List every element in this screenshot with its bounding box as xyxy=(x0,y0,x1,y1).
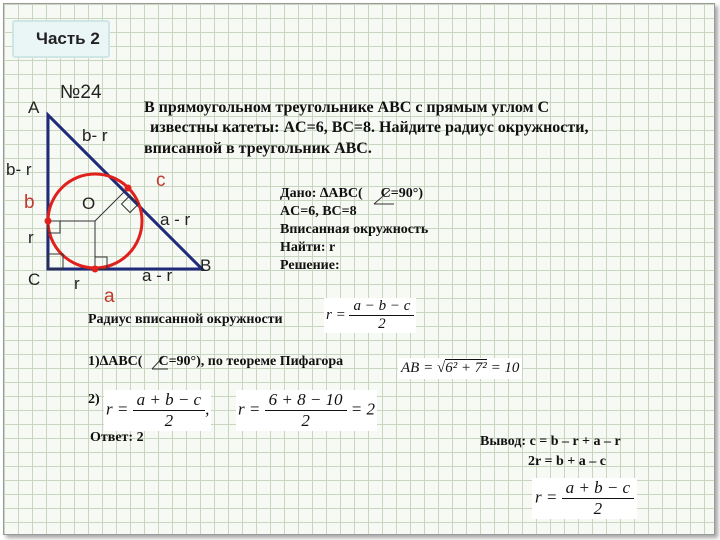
conclusion-line-2: 2r = b + a – c xyxy=(528,454,606,469)
problem-line-3: вписанной в треугольник ABC. xyxy=(144,140,372,157)
conclusion-formula-lhs: r = xyxy=(535,487,558,507)
step2-f2-numerator: 6 + 8 − 10 xyxy=(268,390,343,409)
triangle-abc xyxy=(48,115,202,269)
answer: Ответ: 2 xyxy=(90,430,144,445)
formula-step2-numeric xyxy=(236,390,377,431)
center-o-label: O xyxy=(82,194,96,213)
formula-pythagoras xyxy=(398,358,522,379)
pythagoras-radicand: 6² + 7² xyxy=(445,360,487,376)
formula-step2-general xyxy=(104,390,211,431)
radius-label: Радиус вписанной окружности xyxy=(88,312,283,327)
given-line-1 xyxy=(280,186,423,202)
step-1-suffix: C=90°), по теореме Пифагора xyxy=(158,354,344,369)
segment-br-left-label: b- r xyxy=(6,160,32,179)
conclusion-formula-denominator: 2 xyxy=(562,498,635,519)
radius-bottom-label: r xyxy=(74,274,80,293)
triangle-diagram xyxy=(4,4,715,535)
slide xyxy=(3,3,715,535)
vertex-c-label: C xyxy=(28,270,41,289)
problem-number: №24 xyxy=(60,82,102,103)
vertex-b-label: B xyxy=(200,256,212,275)
tangent-point-ac xyxy=(45,218,52,225)
formula-r-lhs: r = xyxy=(326,306,346,323)
given-line-2: AC=6, BC=8 xyxy=(280,204,357,219)
problem-line-1: В прямоугольном треугольнике ABC с прямым углом C xyxy=(144,99,550,116)
step-2-label: 2) xyxy=(88,392,100,407)
pythagoras-rhs: = 10 xyxy=(490,360,520,376)
given-line-3: Вписанная окружность xyxy=(280,222,429,237)
step2-f1-numerator: a + b − c xyxy=(136,390,202,409)
segment-ar-right-label: a - r xyxy=(160,210,191,229)
formula-r-numerator: a − b − c xyxy=(353,298,411,314)
formula-r-denominator: 2 xyxy=(349,315,414,333)
section-label: Часть 2 xyxy=(36,29,100,48)
radius-to-ab xyxy=(95,188,128,221)
given-line-5: Решение: xyxy=(280,258,340,273)
given-line-4: Найти: r xyxy=(280,240,336,255)
segment-ar-bottom-label: a - r xyxy=(142,266,173,285)
step2-f1-denominator: 2 xyxy=(133,410,206,431)
step2-f2-lhs: r = xyxy=(238,399,261,419)
vertex-a-label: A xyxy=(28,98,40,117)
segment-br-upper-label: b- r xyxy=(82,126,108,145)
step-1-prefix: 1)∆ABC( xyxy=(88,354,143,369)
conclusion-line-1: Вывод: c = b – r + a – r xyxy=(480,434,621,449)
given-line-1-prefix: Дано: ∆ABC( xyxy=(280,186,363,201)
side-b-label: b xyxy=(24,192,35,213)
step-1 xyxy=(88,354,343,370)
step2-f2-denominator: 2 xyxy=(265,410,347,431)
step2-f1-lhs: r = xyxy=(106,399,129,419)
step2-f2-rhs: = 2 xyxy=(350,399,376,419)
problem-line-2: известны катеты: AC=6, BC=8. Найдите радиус окружности, xyxy=(150,119,589,136)
given-line-1-suffix: C=90°) xyxy=(380,186,424,201)
side-a-label: a xyxy=(104,286,115,307)
formula-conclusion xyxy=(532,478,637,519)
formula-r-general xyxy=(324,298,416,333)
side-c-label: c xyxy=(156,170,166,191)
right-angle-c xyxy=(48,254,63,269)
step2-comma: , xyxy=(205,399,210,419)
pythagoras-lhs: AB = √ xyxy=(401,360,446,376)
radius-left-label: r xyxy=(28,228,34,247)
tangent-point-bc xyxy=(92,266,99,273)
conclusion-formula-numerator: a + b − c xyxy=(565,478,631,497)
tangent-point-ab xyxy=(125,185,132,192)
